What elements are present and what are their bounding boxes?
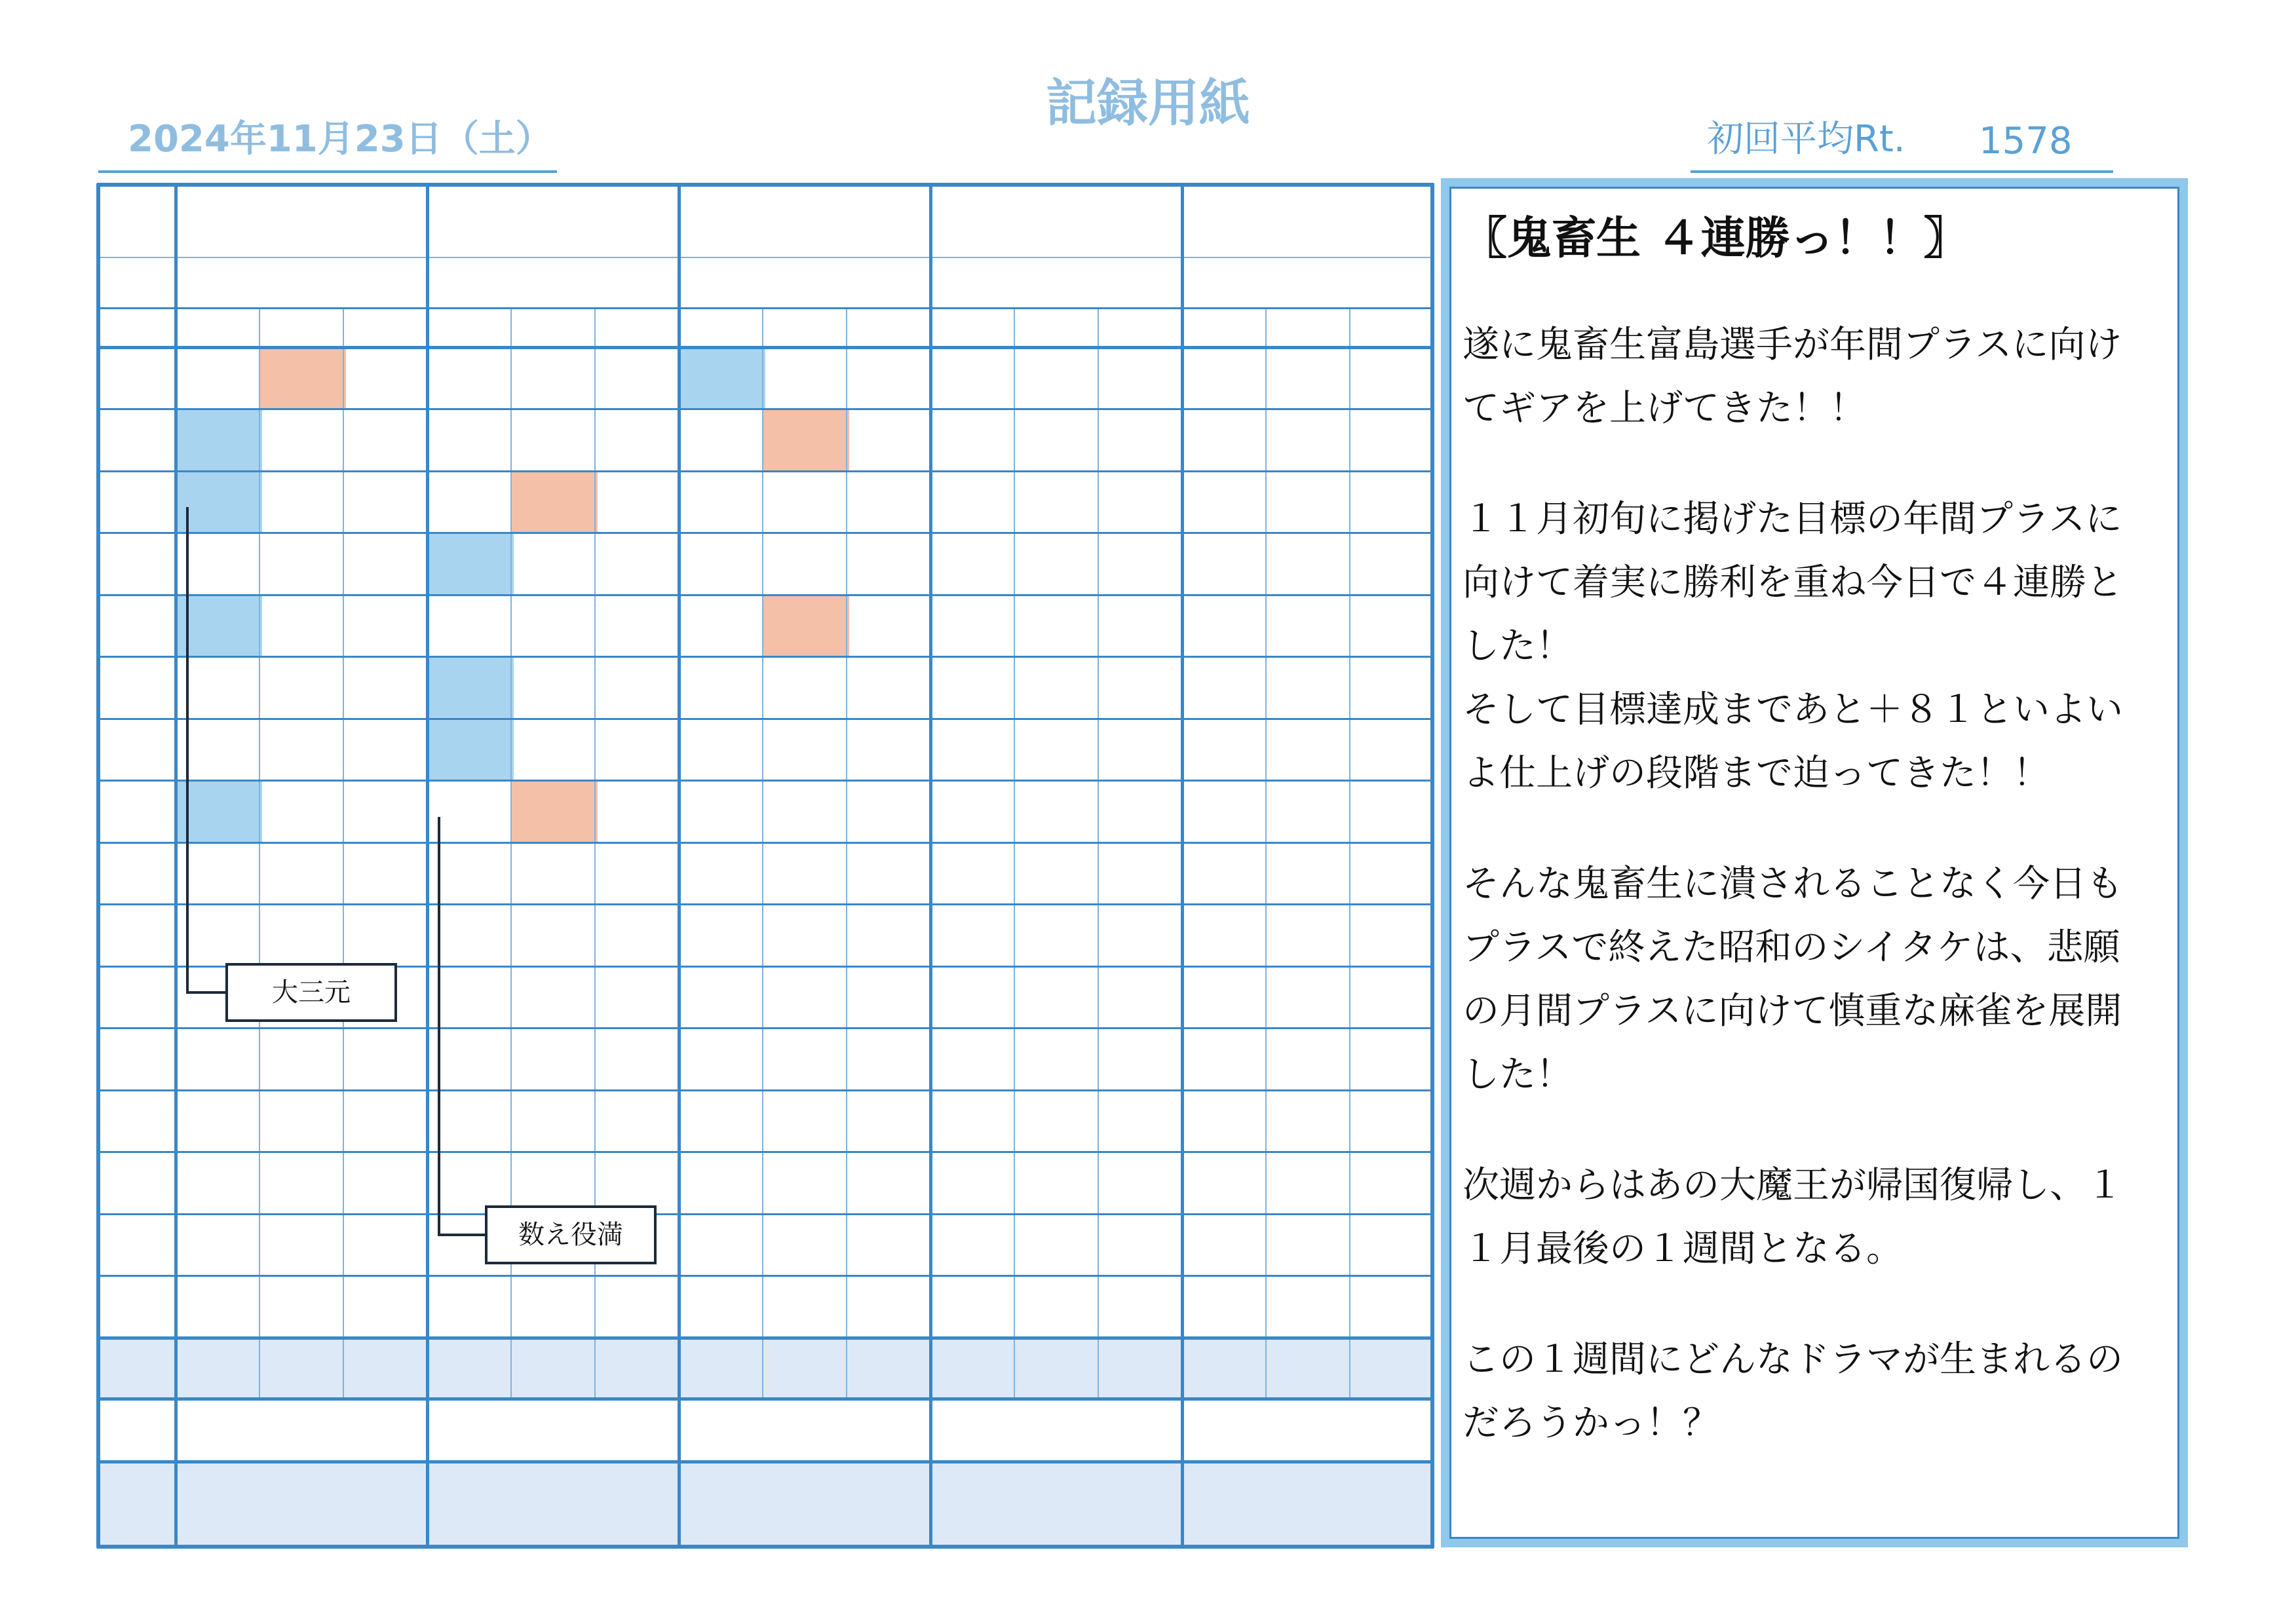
article-line: そして目標達成まであと＋８１といよい	[1463, 689, 2123, 731]
grid-line	[97, 1275, 1434, 1277]
plus-score	[427, 409, 511, 472]
annotation-leader-line	[438, 1234, 485, 1236]
subtotal-plus	[679, 1338, 763, 1399]
minus-score	[511, 347, 595, 409]
subtotal-rating-change	[1350, 1338, 1434, 1399]
date-text: 2024年11月23日（土）	[128, 118, 552, 161]
rating-change	[847, 409, 930, 472]
rating-change	[847, 347, 930, 409]
plus-score	[427, 595, 511, 657]
subtotal-rating-change	[595, 1338, 679, 1399]
article-paragraph	[1463, 487, 2177, 805]
round-number	[97, 471, 176, 533]
column-header-plus	[176, 308, 259, 347]
minus-score	[763, 719, 847, 781]
grid-line	[97, 470, 1434, 472]
article-line: した！	[1463, 625, 1573, 668]
total-value	[427, 1462, 679, 1548]
rating-change	[847, 719, 930, 781]
round-number	[97, 1276, 176, 1338]
article-paragraph	[1463, 1328, 2177, 1455]
grid-line	[97, 1336, 1434, 1340]
grid-line	[97, 346, 1434, 349]
article-line: １１月初旬に掲げた目標の年間プラスに	[1463, 498, 2122, 540]
article-line: よ仕上げの段階まで迫ってきた！！	[1463, 752, 2050, 795]
rating-change	[595, 409, 679, 472]
grid-line	[97, 408, 1434, 410]
annotation-leader-line	[186, 991, 225, 994]
grid-line	[97, 1151, 1434, 1153]
round-number	[97, 905, 176, 967]
player-rating	[679, 257, 930, 308]
column-header-minus	[511, 308, 595, 347]
subtotal-rating-change	[847, 1338, 930, 1399]
plus-score	[176, 409, 259, 472]
round-number	[97, 533, 176, 595]
minus-score	[763, 471, 847, 533]
article-paragraph	[1463, 852, 2177, 1106]
round-number	[97, 781, 176, 843]
rating-change	[595, 781, 679, 843]
article-line: だろうかっ！？	[1463, 1402, 1719, 1445]
article-line: この１週間にどんなドラマが生まれるの	[1463, 1338, 2123, 1381]
minus-score	[259, 347, 343, 409]
subtotal-minus	[259, 1338, 343, 1399]
name-label	[97, 183, 176, 257]
rating-change	[595, 533, 679, 595]
grid-line	[97, 718, 1434, 720]
column-header-rt	[847, 308, 930, 347]
grid-line	[1430, 183, 1434, 1548]
grid-line	[97, 842, 1434, 844]
round-number	[97, 966, 176, 1029]
annotation-leader-line	[186, 507, 189, 992]
player-rating	[176, 257, 427, 308]
total-value	[1182, 1462, 1434, 1548]
grid-line	[97, 1089, 1434, 1091]
annotation-leader-line	[438, 817, 440, 1236]
subtotal-minus	[763, 1338, 847, 1399]
grid-line	[97, 1545, 1434, 1549]
minus-score	[259, 657, 343, 719]
score-sheet	[97, 183, 1436, 1549]
honorific-label	[642, 216, 676, 255]
grid-line	[426, 183, 429, 1548]
player-rating	[930, 257, 1182, 308]
average-rating-value: 1578	[1979, 120, 2073, 162]
total-value	[930, 1462, 1182, 1548]
player-name	[705, 195, 862, 248]
minus-score	[259, 719, 343, 781]
honorific-label	[391, 216, 425, 255]
player-name	[957, 195, 1114, 248]
round-number	[97, 347, 176, 409]
round-label	[97, 308, 176, 347]
rating-change	[847, 471, 930, 533]
plus-score	[427, 533, 511, 595]
average-rating-field	[1691, 117, 2113, 173]
article-title: 〖鬼畜生 ４連勝っ！！〗	[1463, 213, 1968, 265]
column-header-plus	[1182, 308, 1266, 347]
subtotal-minus	[511, 1338, 595, 1399]
minus-score	[763, 409, 847, 472]
rating-change	[343, 719, 427, 781]
grid-line	[97, 257, 1434, 258]
total-label	[97, 1462, 176, 1548]
chip-label	[97, 1399, 176, 1462]
player-name	[202, 195, 359, 248]
subtotal-plus	[1182, 1338, 1266, 1399]
round-number	[97, 1152, 176, 1215]
plus-score	[427, 657, 511, 719]
total-value	[679, 1462, 930, 1548]
rating-change	[595, 595, 679, 657]
column-header-minus	[1014, 308, 1098, 347]
grid-line	[96, 183, 100, 1548]
minus-score	[511, 471, 595, 533]
plus-score	[427, 719, 511, 781]
honorific-label	[1397, 216, 1431, 255]
grid-line	[97, 1460, 1434, 1463]
rating-change	[343, 409, 427, 472]
chip-value	[427, 1399, 679, 1462]
grid-line	[97, 183, 1434, 187]
rating-change	[343, 781, 427, 843]
column-header-rt	[1350, 308, 1434, 347]
rating-change	[847, 657, 930, 719]
total-value	[176, 1462, 427, 1548]
grid-line	[1181, 183, 1184, 1548]
minus-score	[259, 533, 343, 595]
rating-change	[343, 471, 427, 533]
rating-change	[343, 533, 427, 595]
chip-value	[176, 1399, 427, 1462]
grid-line	[97, 532, 1434, 534]
subtotal-plus	[930, 1338, 1014, 1399]
round-number	[97, 1029, 176, 1091]
minus-score	[763, 595, 847, 657]
rating-change	[847, 781, 930, 843]
player-rating	[427, 257, 679, 308]
rating-change	[595, 657, 679, 719]
column-header-minus	[259, 308, 343, 347]
grid-line	[97, 1027, 1434, 1029]
annotation-callout: 数え役満	[485, 1205, 657, 1264]
column-header-rt	[1098, 308, 1182, 347]
grid-line	[929, 183, 932, 1548]
column-header-plus	[930, 308, 1014, 347]
grid-line	[97, 1213, 1434, 1215]
chip-value	[930, 1399, 1182, 1462]
grid-line	[97, 307, 1434, 309]
column-header-rt	[343, 308, 427, 347]
chip-value	[1182, 1399, 1434, 1462]
subtotal-plus	[427, 1338, 511, 1399]
column-header-plus	[427, 308, 511, 347]
rating-change	[343, 347, 427, 409]
subtotal-minus	[1014, 1338, 1098, 1399]
subtotal-label	[97, 1338, 176, 1399]
rating-change	[343, 657, 427, 719]
article-line: 次週からはあの大魔王が帰国復帰し、１	[1463, 1164, 2123, 1207]
article-line: てギアを上げてきた！！	[1463, 387, 1866, 430]
minus-score	[511, 781, 595, 843]
average-rating-label: 初回平均Rt.	[1707, 118, 1905, 161]
grid-line	[97, 780, 1434, 782]
sheet-title: 記録用紙	[1045, 74, 1250, 133]
round-number	[97, 657, 176, 719]
article-line: プラスで終えた昭和のシイタケは、悲願	[1463, 926, 2120, 969]
rating-change	[595, 347, 679, 409]
round-number	[97, 595, 176, 657]
article-paragraph	[1463, 313, 2177, 440]
chip-value	[679, 1399, 930, 1462]
column-header-rt	[595, 308, 679, 347]
round-number	[97, 409, 176, 472]
rating-change	[595, 719, 679, 781]
article-line: 向けて着実に勝利を重ね今日で４連勝と	[1463, 561, 2123, 604]
rating-change	[847, 595, 930, 657]
player-name	[453, 195, 611, 248]
honorific-label	[1145, 216, 1179, 255]
grid-line	[174, 183, 178, 1548]
article-line: そんな鬼畜生に潰されることなく今日も	[1463, 863, 2123, 905]
grid-line	[97, 903, 1434, 905]
plus-score	[679, 533, 763, 595]
rating-label	[97, 257, 176, 308]
round-number	[97, 1214, 176, 1276]
article-line: した！	[1463, 1053, 1573, 1096]
annotation-callout: 大三元	[225, 963, 397, 1022]
grid-line	[678, 183, 681, 1548]
rating-change	[595, 471, 679, 533]
grid-line	[97, 1397, 1434, 1401]
grid-line	[97, 656, 1434, 658]
article-line: の月間プラスに向けて慎重な麻雀を展開	[1463, 990, 2122, 1032]
round-number	[97, 1090, 176, 1152]
column-header-minus	[763, 308, 847, 347]
subtotal-rating-change	[343, 1338, 427, 1399]
player-name	[1208, 195, 1366, 248]
subtotal-plus	[176, 1338, 259, 1399]
round-number	[97, 842, 176, 905]
subtotal-minus	[1266, 1338, 1350, 1399]
rating-change	[343, 595, 427, 657]
minus-score	[763, 657, 847, 719]
player-rating	[1182, 257, 1434, 308]
article-line: １月最後の１週間となる。	[1463, 1228, 1903, 1270]
column-header-minus	[1266, 308, 1350, 347]
grid-line	[97, 594, 1434, 596]
honorific-label	[894, 216, 928, 255]
column-header-plus	[679, 308, 763, 347]
article-body	[1463, 313, 2177, 1502]
plus-score	[679, 781, 763, 843]
date-field	[98, 117, 557, 173]
article-line: 遂に鬼畜生富島選手が年間プラスに向け	[1463, 324, 2122, 366]
plus-score	[679, 347, 763, 409]
article-paragraph	[1463, 1154, 2177, 1281]
round-number	[97, 719, 176, 781]
rating-change	[847, 533, 930, 595]
subtotal-rating-change	[1098, 1338, 1182, 1399]
